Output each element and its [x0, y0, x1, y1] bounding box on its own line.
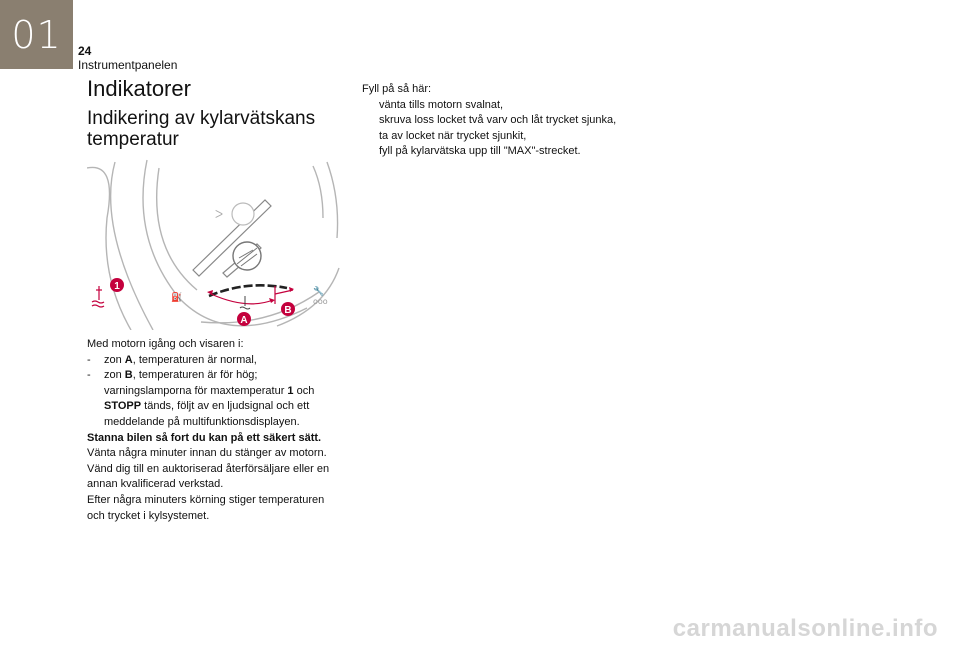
refill-step: skruva loss locket två varv och låt trycket sjunka, — [362, 113, 622, 129]
zone-a-label: A — [240, 315, 248, 326]
chapter-number: 01 — [11, 12, 62, 57]
needle-hub-ghost — [232, 203, 254, 225]
coolant-warning-icon — [92, 286, 104, 307]
coolant-symbol-icon — [240, 296, 250, 309]
marker-1-label: 1 — [114, 281, 120, 292]
warning-text: Stanna bilen så fort du kan på ett säkert sätt. — [87, 431, 322, 444]
page-title: Indikatorer — [87, 76, 191, 101]
zone-b-label: B — [284, 305, 292, 316]
bezel-arc-4 — [157, 168, 197, 290]
chapter-tab — [0, 0, 73, 69]
refill-intro: Fyll på så här: — [362, 83, 432, 95]
intro-text: Med motorn igång och visaren i: — [87, 338, 244, 350]
oil-icon: ⛽ — [171, 293, 183, 303]
bullet-arrow-icon — [362, 144, 379, 160]
dial-ring-2 — [313, 166, 323, 218]
refill-step: ta av locket när trycket sjunkit, — [362, 129, 622, 145]
bullet-arrow-icon — [362, 113, 379, 129]
refill-step: vänta tills motorn svalnat, — [362, 98, 622, 114]
paragraph-dealer: Vänd dig till en auktoriserad återförsäljare eller en annan kvalificerad verkstad. — [87, 462, 330, 491]
section-heading: Indikering av kylarvätskans temperatur — [87, 108, 316, 150]
refill-step: fyll på kylarvätska upp till "MAX"-strecket. — [362, 144, 622, 160]
bullet-arrow-icon — [362, 98, 379, 114]
list-item-zone-a: - zon A, temperaturen är normal, — [87, 353, 257, 366]
watermark: carmanualsonline.info — [672, 615, 938, 642]
paragraph-wait: Vänta några minuter innan du stänger av motorn. — [87, 447, 327, 460]
bullet-arrow-icon — [362, 129, 379, 145]
section-name: Instrumentpanelen — [78, 58, 178, 72]
instructions-right — [362, 82, 622, 160]
zone-a-arrow — [211, 294, 273, 304]
wrench-icon: 🔧 — [313, 287, 325, 297]
ds-logo-icon: ᐳ — [215, 208, 224, 221]
list-item-zone-b: - zon B, temperaturen är för hög; varningslamporna för maxtemperatur 1 och STOPP tänds, följt av en ljudsignal och ett meddelande på multifunktionsdisplayen. — [87, 369, 315, 428]
instructions-left — [87, 337, 342, 524]
paragraph-pressure: Efter några minuters körning stiger temperaturen och trycket i kylsystemet. — [87, 493, 325, 522]
dial-ring — [327, 162, 338, 238]
service-dots-icon: ooo — [313, 297, 328, 306]
coolant-gauge-illustration — [87, 158, 340, 330]
bezel-arc-2 — [111, 162, 153, 330]
page-number: 24 — [78, 44, 92, 58]
